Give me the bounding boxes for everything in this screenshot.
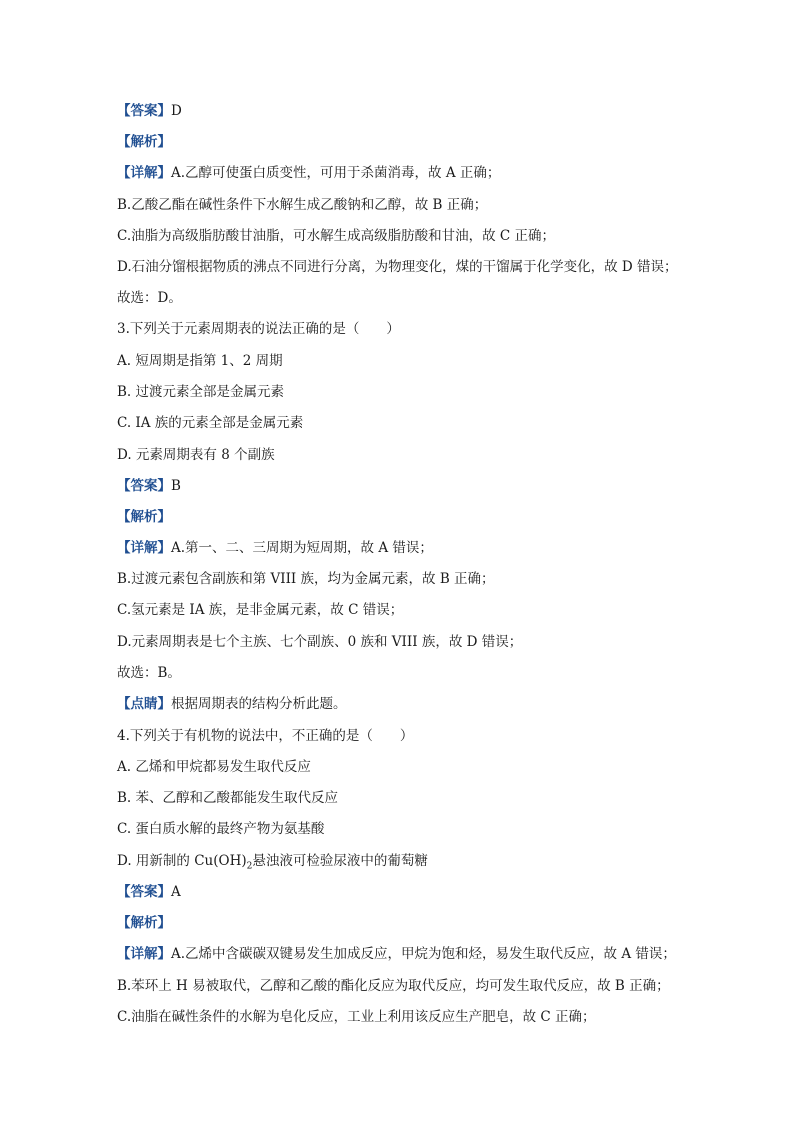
answer-line-q2	[117, 102, 182, 120]
option-d-text: D. 用新制的 Cu(OH)	[117, 853, 247, 869]
option-d: D. 元素周期表有 8 个副族	[117, 447, 275, 463]
option-c: C. 蛋白质水解的最终产物为氨基酸	[117, 821, 325, 837]
option-a: A. 乙烯和甲烷都易发生取代反应	[117, 759, 311, 775]
question-stem-3: 3.下列关于元素周期表的说法正确的是（ ）	[117, 321, 400, 337]
option-b: B. 过渡元素全部是金属元素	[117, 384, 285, 400]
option-b: B. 苯、乙醇和乙酸都能发生取代反应	[117, 790, 339, 806]
explanation-line: B.苯环上 H 易被取代，乙醇和乙酸的酯化反应为取代反应，均可发生取代反应，故 B 正确；	[117, 978, 670, 994]
explanation-text: A.乙醇可使蛋白质变性，可用于杀菌消毒，故 A 正确；	[171, 165, 501, 181]
option-d	[117, 852, 428, 870]
answer-value: A	[171, 884, 181, 900]
analysis-heading-q4	[117, 914, 171, 932]
conclusion-line: 故选：B。	[117, 665, 181, 681]
tip-line	[117, 695, 347, 713]
explanation-line: B.过渡元素包含副族和第 VIII 族，均为金属元素，故 B 正确；	[117, 571, 495, 587]
conclusion-line: 故选：D。	[117, 290, 182, 306]
answer-line-q4	[117, 883, 181, 901]
explanation-line	[117, 539, 433, 557]
explanation-line: C.油脂在碱性条件的水解为皂化反应，工业上利用该反应生产肥皂，故 C 正确；	[117, 1009, 596, 1025]
explanation-line	[117, 164, 500, 182]
option-c: C. IA 族的元素全部是金属元素	[117, 415, 304, 431]
explanation-line	[117, 945, 676, 963]
explanation-label: 【详解】	[117, 165, 171, 181]
explanation-line: D.石油分馏根据物质的沸点不同进行分离，为物理变化，煤的干馏属于化学变化，故 D 错误；	[117, 259, 678, 275]
explanation-text: A.乙烯中含碳碳双键易发生加成反应，甲烷为饱和烃，易发生取代反应，故 A 错误；	[171, 946, 676, 962]
analysis-label: 【解析】	[117, 134, 171, 150]
answer-label: 【答案】	[117, 103, 171, 119]
analysis-heading-q2	[117, 133, 171, 151]
answer-label: 【答案】	[117, 884, 171, 900]
explanation-line: B.乙酸乙酯在碱性条件下水解生成乙酸钠和乙醇，故 B 正确；	[117, 197, 488, 213]
explanation-label: 【详解】	[117, 540, 171, 556]
analysis-label: 【解析】	[117, 509, 171, 525]
analysis-heading-q3	[117, 508, 171, 526]
answer-value: B	[171, 478, 181, 494]
explanation-line: C.氢元素是 IA 族，是非金属元素，故 C 错误；	[117, 602, 404, 618]
answer-value: D	[171, 103, 182, 119]
tip-label: 【点睛】	[117, 696, 171, 712]
subscript: 2	[246, 861, 253, 872]
option-d-text-rest: 悬浊液可检验尿液中的葡萄糖	[252, 853, 428, 869]
explanation-text: A.第一、二、三周期为短周期，故 A 错误；	[171, 540, 433, 556]
answer-label: 【答案】	[117, 478, 171, 494]
analysis-label: 【解析】	[117, 915, 171, 931]
option-a: A. 短周期是指第 1、2 周期	[117, 353, 283, 369]
explanation-line: C.油脂为高级脂肪酸甘油脂，可水解生成高级脂肪酸和甘油，故 C 正确；	[117, 228, 556, 244]
question-stem-4: 4.下列关于有机物的说法中，不正确的是（ ）	[117, 728, 414, 744]
explanation-label: 【详解】	[117, 946, 171, 962]
answer-line-q3	[117, 477, 181, 495]
explanation-line: D.元素周期表是七个主族、七个副族、0 族和 VIII 族，故 D 错误；	[117, 634, 523, 650]
tip-text: 根据周期表的结构分析此题。	[171, 696, 347, 712]
